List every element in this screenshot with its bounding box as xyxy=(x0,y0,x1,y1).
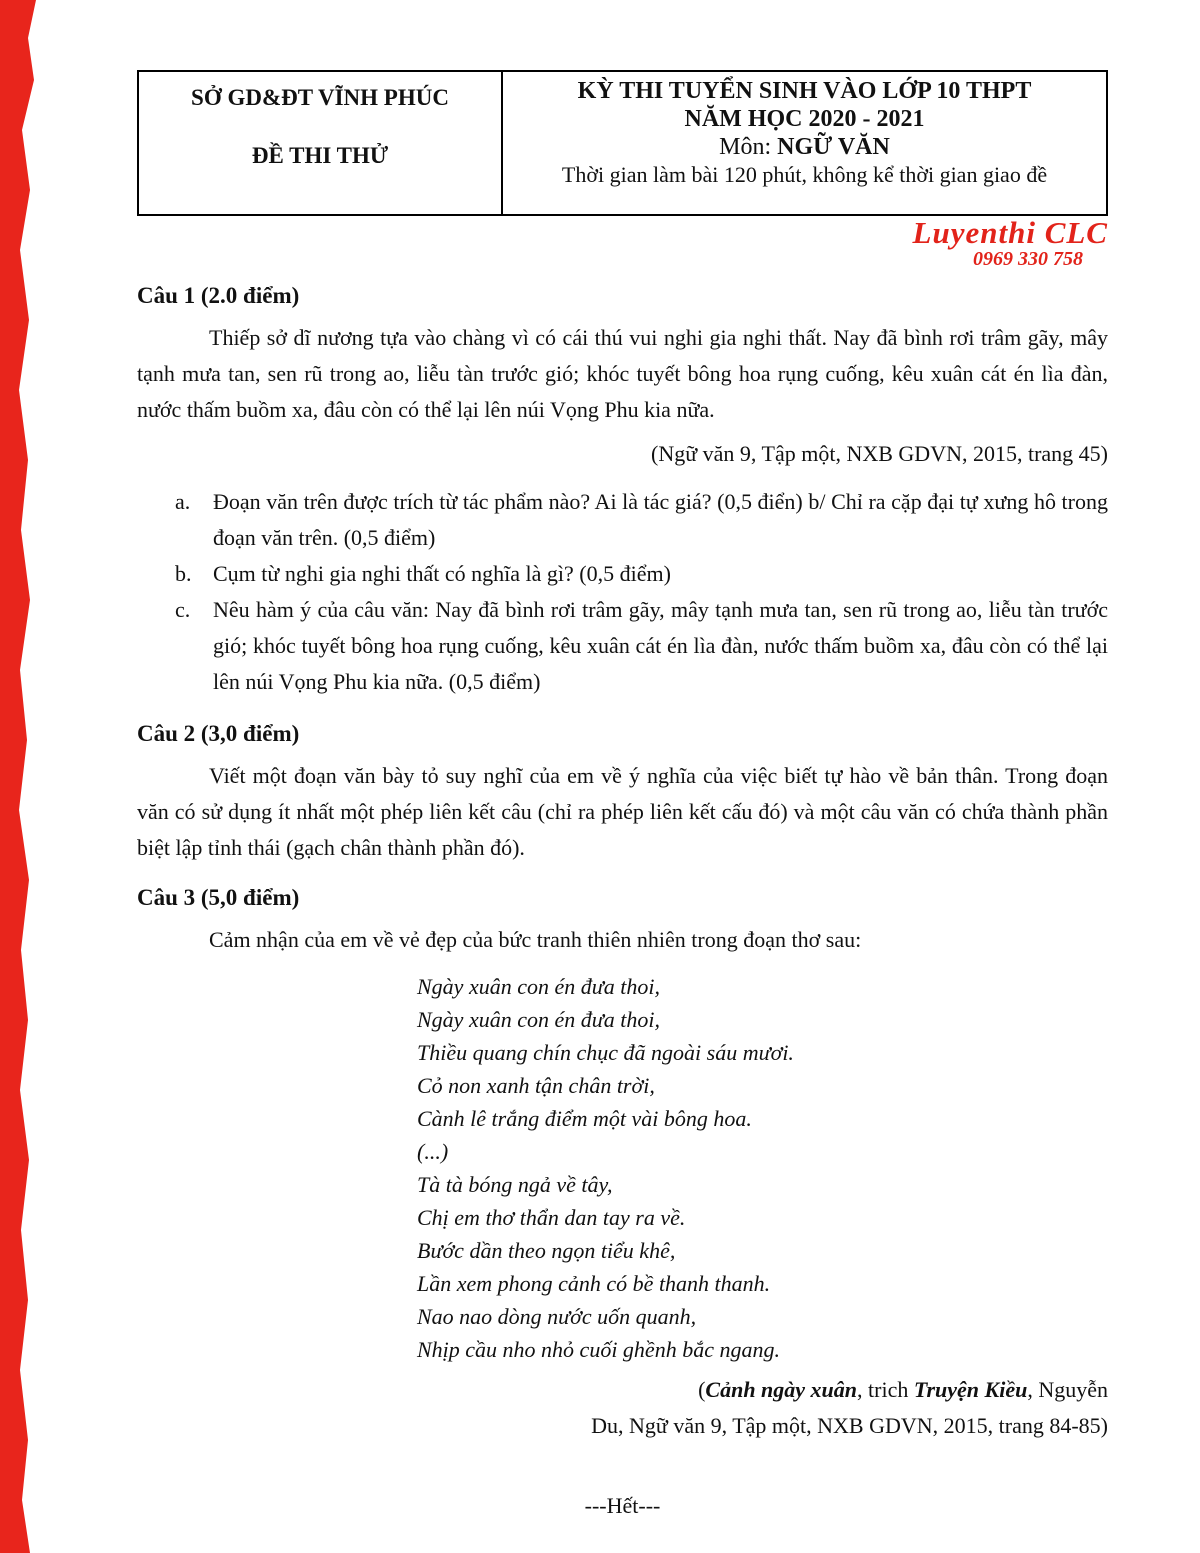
exam-form-label: ĐỀ THI THỬ xyxy=(251,143,389,168)
citation-mid: , trich xyxy=(857,1377,914,1402)
header-left-cell xyxy=(139,72,503,214)
question-3-heading: Câu 3 (5,0 điểm) xyxy=(137,885,300,910)
brand-name: Luyenthi CLC xyxy=(912,215,1108,250)
poem-line: Thiều quang chín chục đã ngoài sáu mươi. xyxy=(417,1040,794,1065)
poem-line: Lần xem phong cảnh có bề thanh thanh. xyxy=(417,1271,771,1296)
question-2-body: Viết một đoạn văn bày tỏ suy nghĩ của em về ý nghĩa của việc biết tự hào về bản thân. Trong đoạn văn có sử dụng ít nhất một phép liên kết câu (chỉ ra phép liên kết cấu đó) và một câu văn có chứa thành phần biệt lập tỉnh thái (gạch chân thành phần đó). xyxy=(137,763,1108,860)
exam-header-table xyxy=(137,70,1108,216)
citation-poem-title: Cảnh ngày xuân xyxy=(705,1377,858,1402)
end-marker: ---Hết--- xyxy=(584,1493,661,1518)
question-item-a xyxy=(175,484,1108,556)
poem-line: Chị em thơ thẩn dan tay ra về. xyxy=(417,1205,686,1230)
poem-line: Cỏ non xanh tận chân trời, xyxy=(417,1073,655,1098)
question-3-intro: Cảm nhận của em về vẻ đẹp của bức tranh thiên nhiên trong đoạn thơ sau: xyxy=(209,927,862,952)
citation-line-2: Du, Ngữ văn 9, Tập một, NXB GDVN, 2015, trang 84-85) xyxy=(591,1413,1108,1438)
item-marker-b: b. xyxy=(175,561,192,586)
poem-block xyxy=(417,970,1108,1366)
document-content xyxy=(137,70,1108,1524)
question-1-quote: Thiếp sở dĩ nương tựa vào chàng vì có cái thú vui nghi gia nghi thất. Nay đã bình rơi trâm gãy, mây tạnh mưa tan, sen rũ trong ao, liễu tàn trước gió; khóc tuyết bông hoa rụng cuống, kêu xuân cát én lìa đàn, nước thấm buồm xa, đâu còn có thể lại lên núi Vọng Phu kia nữa. xyxy=(137,325,1108,422)
poem-line: Nao nao dòng nước uốn quanh, xyxy=(417,1304,697,1329)
citation-author-part: , Nguyễn xyxy=(1027,1377,1108,1402)
exam-title: KỲ THI TUYỂN SINH VÀO LỚP 10 THPT xyxy=(577,78,1032,104)
poem-line: Nhịp cầu nho nhỏ cuối ghềnh bắc ngang. xyxy=(417,1337,780,1362)
item-text-c: Nêu hàm ý của câu văn: Nay đã bình rơi trâm gãy, mây tạnh mưa tan, sen rũ trong ao, liễu tàn trước gió; khóc tuyết bông hoa rụng cuống, kêu xuân cát én lìa đàn, nước thấm buồm xa, đâu còn có thể lại lên núi Vọng Phu kia nữa. (0,5 điểm) xyxy=(213,597,1108,694)
citation-paren: ( xyxy=(698,1377,706,1402)
citation-book-title: Truyện Kiều xyxy=(913,1377,1028,1402)
source-citation-2 xyxy=(137,1372,1108,1444)
left-ribbon-decoration xyxy=(0,0,40,1553)
poem-line: Ngày xuân con én đưa thoi, xyxy=(417,1007,660,1032)
question-item-b xyxy=(175,556,1108,592)
item-marker-c: c. xyxy=(175,597,191,622)
poem-line: (...) xyxy=(417,1139,449,1164)
poem-line: Cành lê trắng điểm một vài bông hoa. xyxy=(417,1106,752,1131)
poem-line: Tà tà bóng ngả về tây, xyxy=(417,1172,613,1197)
subject-line xyxy=(503,133,1106,161)
subject-label: Môn: xyxy=(719,134,778,160)
question-2-heading: Câu 2 (3,0 điểm) xyxy=(137,721,300,746)
question-1-list xyxy=(137,484,1108,700)
school-year: NĂM HỌC 2020 - 2021 xyxy=(684,106,925,132)
source-citation-1: (Ngữ văn 9, Tập một, NXB GDVN, 2015, trang 45) xyxy=(651,441,1108,466)
header-right-cell xyxy=(503,72,1106,214)
department-name: SỞ GD&ĐT VĨNH PHÚC xyxy=(191,85,449,110)
citation-line-1 xyxy=(137,1372,1108,1408)
item-text-a: Đoạn văn trên được trích từ tác phẩm nào? Ai là tác giá? (0,5 điển) b/ Chỉ ra cặp đại tự xưng hô trong đoạn văn trên. (0,5 điểm) xyxy=(213,489,1108,550)
question-1-heading: Câu 1 (2.0 điểm) xyxy=(137,283,300,308)
subject-value: NGỮ VĂN xyxy=(777,134,890,160)
question-item-c xyxy=(175,592,1108,700)
item-text-b: Cụm từ nghi gia nghi thất có nghĩa là gì? (0,5 điểm) xyxy=(213,561,671,586)
poem-line: Bước dần theo ngọn tiểu khê, xyxy=(417,1238,676,1263)
brand-logo xyxy=(137,215,1108,270)
phone-number: 0969 330 758 xyxy=(973,248,1083,270)
item-marker-a: a. xyxy=(175,489,191,514)
duration-line: Thời gian làm bài 120 phút, không kể thời gian giao đề xyxy=(561,162,1048,187)
poem-line: Ngày xuân con én đưa thoi, xyxy=(417,974,660,999)
